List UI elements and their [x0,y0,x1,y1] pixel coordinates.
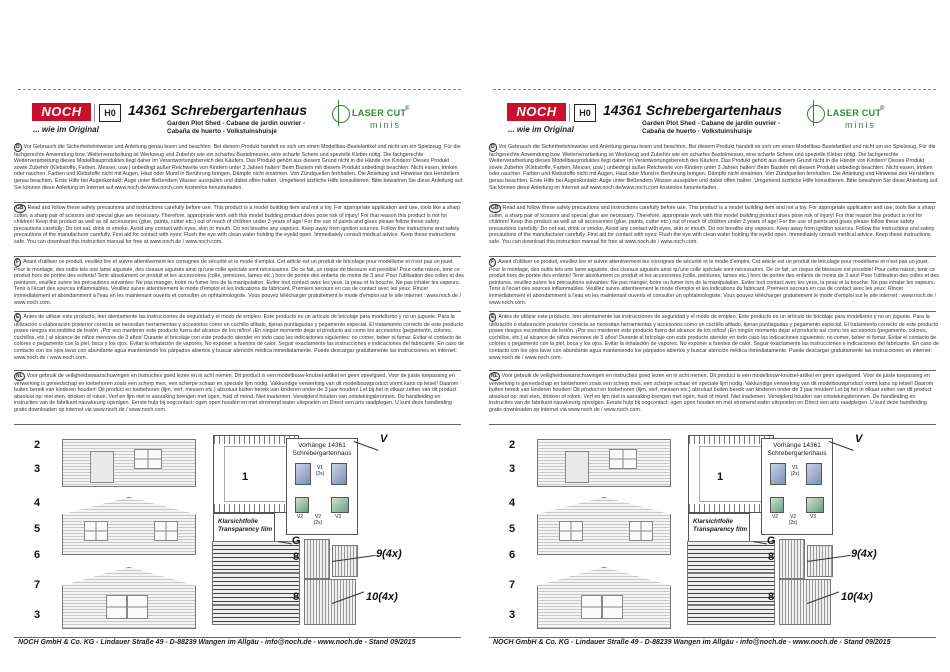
roof-part [687,605,775,625]
window-part [106,595,148,619]
window-part [134,449,162,469]
film-label-de: Klarsichtfolie [693,518,733,525]
count-text: (2x) [790,471,800,477]
part-number: 8 [768,591,775,603]
part-number: 5 [34,523,41,535]
part-number: 2 [34,439,41,451]
floor-part [304,539,330,579]
instruction-sheet-right [475,0,950,672]
window-part [581,595,623,619]
label-text: V2 [789,514,797,520]
window-part [84,521,108,541]
scale-badge: H0 [574,104,596,122]
label-text: V2 [296,514,304,520]
curtain-v1-label [313,465,327,477]
label-text: V1 [791,465,799,471]
parts-diagram [489,427,939,637]
roof-part [212,573,300,605]
roof-part [212,605,300,625]
divider [14,424,461,425]
instruction-gb [489,204,939,246]
frame-inner [224,446,288,502]
wall-part [62,439,196,487]
instruction-es [489,313,939,361]
registered-mark: ® [880,106,885,112]
window-part [609,449,637,469]
part-number: 1 [717,471,724,483]
footer-address: NOCH GmbH & Co. KG - Lindauer Straße 49 - D-88239 Wangen im Allgäu - info@noch.de - www.noch.de - Stand 09/2015 [18,639,416,646]
label-text: V2 [314,514,322,520]
part-number: 3 [34,463,41,475]
instruction-text: Read and follow these safety precautions and instructions carefully before use. This product is a model building item and not a toy. For appropriate application and use, tools like a sharp cutter, a sharp pair of scissors and special glue are necessary. Therefore, appropriate work with this model building product does pose risk of injury! For that reason this product is not for children! Keep this product as well as all accessories (glue, paints, cutter etc.) out of reach of children under 3 years of age! For the use of paints and glues please follow these safety precautions carefully: Do not eat, drink or smoke. Avoid any contact with eyes, skin or mouth. Do not breathe any vapours. Keep away from ignition sources. Follow the instructions and safety precautions of the manufacturer carefully. First aid for contact with eyes: Flush the eye with clean water holding the eyelid open. Immediately consult medical advice. Keep these instructions safe. You can download this instruction manual for free at www.noch.de / www.noch.com. [14,205,461,245]
noch-logo-text: NOCH [41,104,82,119]
fence-part [779,579,831,625]
part-number: 4 [509,497,516,509]
part-number: 6 [34,549,41,561]
scale-badge: H0 [99,104,121,122]
curtain-print-v2 [295,497,309,513]
curtain-print-v1 [770,463,786,485]
divider [489,256,936,257]
roof-part [212,541,300,573]
part-number: 7 [509,579,516,591]
curtain-sheet-title [762,442,832,458]
language-flag-icon: D [16,144,20,150]
film-label [218,518,272,533]
divider [489,424,936,425]
part-number: 2 [509,439,516,451]
film-label-de: Klarsichtfolie [218,518,258,525]
curtain-subtitle: Schrebergartenhaus [767,450,827,457]
part-number: 10(4x) [366,591,398,603]
instruction-text: Voor gebruik de veiligheidswaarschuwingen en instructies goed lezen en in acht nemen. Dit product is een modelbouw-knutsel-artikel en geen speelgoed. Voor de juiste toepassing en verwerking is gereedschap en toebehoren zoals een scherp mes, een scherpe schaar en speciale lijm nodig. Vakkundige verwerking van dit modelbouwproduct vormt kans op letsel! Daarom buiten bereik van kinderen houden! Dit product en toebehoren (lijm, verf, messen etc.) absoluut buiten bereik van kinderen onder de 3 jaar houden! Let bij het in elkaar zetten van dit product absoluut op: niet eten, drinken of roken. Verf en lijm niet in aanraking brengen met ogen, huid of mond. Niet inademen. Verwijderd houden van ontstekingsbronnen. De handleiding en instructies van de fabrikant nauwkeurig opvolgen. Eerste hulp bij oogcontact: ogen open houden en met stromend water uitspoelen en Direct een arts raadplegen. U kunt deze handleiding gratis downloaden op internet via www.noch.de / www.noch.com. [489,373,934,413]
door-part [565,451,589,483]
window-part [559,521,583,541]
part-number: G [767,535,776,547]
product-subtitle-line: Garden Plot Shed - Cabane de jardin ouvrier - [642,120,781,127]
film-label-en: Transparency film [693,525,748,533]
door-part [90,451,114,483]
curtain-print-v1 [295,463,311,485]
product-subtitle [642,120,780,135]
part-number: V [380,433,388,445]
instruction-text: Avant d'utiliser ce produit, veuillez lire et suivre attentivement les consignes de sécurité et le mode d'emploi. Cet article est un produit de bricolage pour modélisme et n'est pas un jouet. Pour le montage, des outils tels une lame aiguisée, des ciseaux aiguisés ainsi qu'une colle spéciale sont nécessaires. De ce fait, un risque de blessure est possible! Pour cette raison, tenir ce produit hors de portée des enfants! Tenir absolument ce produit et les accessoires (colle, peintures, lames etc.) hors de portée des enfants de moins de 3 ans! Pour l'utilisation des colles et des peintures, veuillez suivre les précautions suivantes: Ne pas manger, boire ou fumer lors de la manipulation. Eviter tout contact avec les yeux, la peau et la bouche. Ne pas inhaler les vapeurs. Tenir à l'écart des sources inflammables. Veuillez suivre attentivement le mode d'emploi et les indications du fabricant. Premiers secours en cas de contact avec les yeux: Rincer immédiatement et abondamment à l'eau en les maintenant ouverts et consulter un ophtalmologiste. Vous pouvez télécharger gratuitement le mode d'emploi sur le site internet : www.noch.de / www.noch.com. [14,259,464,306]
divider [489,311,936,312]
curtain-v2-count [786,514,800,526]
curtain-v3-label [331,514,345,520]
curtain-v1-label [788,465,802,477]
footer-rule [14,637,461,638]
instruction-de [489,143,939,191]
count-text: (2x) [788,520,798,526]
curtain-title: Vorhänge 14361 [298,442,346,449]
curtain-print-v3 [806,497,824,513]
language-flag-icon: E [491,314,495,320]
instruction-es [14,313,464,361]
laser-crosshair-icon [807,105,825,123]
language-flag-icon: D [491,144,495,150]
instruction-nl [489,372,939,414]
curtain-subtitle: Schrebergartenhaus [292,450,352,457]
product-line-logo: LASER CUT [827,108,882,118]
count-text: (2x) [315,471,325,477]
parts-diagram [14,427,464,637]
curtain-sheet-title [287,442,357,458]
curtain-sheet [761,438,833,535]
noch-logo [32,103,91,121]
instruction-text: Antes de utilizar este producto, leer atentamente las instrucciones de seguridad y el modo de empleo. Este producto es un artículo de bricolaje para modelismo y no un juguete. Para la utilización o elaboración posterior correcta se necesitan herramientas y accesorios como un cuchillo afilado, tijeras puntiagudas y pegamento especial. El tratamiento correcto de este producto posee riesgos escondidos de lesión. ¡Por eso mantener este producto fuera del alcance de los niños! ¡En ningún momento dejar el producto así como los accesorios (pegamento, colores, cuchillos, etc.) al alcance de niños menores de 3 años! Durante el bricolaje con este producto atender en todo caso las indicaciones siguientes: no comer, beber ni fumar. Evitar el contacto de colores o pegamento con la piel, boca y los ojos. Evitar la inhalación de vapores. No exponer a fuentes de calor. Seguir exactamente las instrucciones e indicaciones del fabricante. En caso de contacto con los ojos lavar con abundante agua manteniendo los párpados abiertos y buscar atención médica inmediatamente. Puede descargar gratuitamente las instrucciones en internet: www.noch.de / www.noch.com. [14,314,464,361]
language-flag-icon: GB [16,205,24,211]
laser-crosshair-icon [332,105,350,123]
product-subtitle [167,120,305,135]
divider [489,202,936,203]
instruction-gb [14,204,464,246]
instruction-text: Vor Gebrauch die Sicherheitshinweise und Anleitung genau lesen und beachten. Bei diesem Produkt handelt es sich um einen Modellbau-Bastelartikel und nicht um ein Spielzeug. Für die fachgerechte Anwendung bzw. Weiterverarbeitung ist Werkzeug und Zubehör wie ein scharfes Bastelmesser, eine scharfe Schere und spezielle Kleber nötig. Die fachgerechte Weiterverarbeitung dieses Modellbauproduktes liegt daher im Verantwortungsbereich des Käufers. Das Produkt gehört aus diesem Grund nicht in die Hände von Kindern! Dieses Produkt sowie Zubehör (Klebstoffe, Farben, Messer, usw.) unbedingt außer Reichweite von Kindern unter 3 Jahren halten! Beim Basteln mit diesem Produkt unbedingt beachten: Nicht essen, trinken oder rauchen. Farben und Klebstoffe nicht mit Augen, Haut oder Mund in Berührung bringen. Dämpfe nicht einatmen. Von Zündquellen fernhalten. Die Anleitung und Hinweise des Herstellers genau beachten. Erste Hilfe bei Augenkontakt: Auge unter fließendem Wasser ausspülen und dabei offen halten. Umgehend ärztliche Hilfe konsultieren. Bitte bewahren Sie diese Anleitung auf. Sie können diese Anleitung im Internet auf www.noch.de/www.noch.com kostenlos herunterladen. [14,144,464,191]
curtain-sheet [286,438,358,535]
product-title: 14361 Schrebergartenhaus [603,102,782,118]
divider [14,311,461,312]
product-line-logo: LASER CUT [352,108,407,118]
instruction-text: Voor gebruik de veiligheidswaarschuwingen en instructies goed lezen en in acht nemen. Dit product is een modelbouw-knutsel-artikel en geen speelgoed. Voor de juiste toepassing en verwerking is gereedschap en toebehoren zoals een scherp mes, een scherpe schaar en speciale lijm nodig. Vakkundige verwerking van dit modelbouwproduct vormt kans op letsel! Daarom buiten bereik van kinderen houden! Dit product en toebehoren (lijm, verf, messen etc.) absoluut buiten bereik van kinderen onder de 3 jaar houden! Let bij het in elkaar zetten van dit product absoluut op: niet eten, drinken of roken. Verf en lijm niet in aanraking brengen met ogen, huid of mond. Niet inademen. Verwijderd houden van ontstekingsbronnen. De handleiding en instructies van de fabrikant nauwkeurig opvolgen. Eerste hulp bij oogcontact: ogen open houden en met stromend water uitspoelen en Direct een arts raadplegen. U kunt deze handleiding gratis downloaden op internet via www.noch.de / www.noch.com. [14,373,459,413]
product-title: 14361 Schrebergartenhaus [128,102,307,118]
label-text: V3 [809,514,817,520]
count-text: (2x) [313,520,323,526]
noch-logo [507,103,566,121]
product-subtitle-line: Cabaña de huerto - Volkstuinshuisje [642,127,752,135]
product-line-sub: minis [845,120,877,130]
frame-inner [699,446,763,502]
divider [14,202,461,203]
instruction-de [14,143,464,191]
footer-rule [489,637,936,638]
language-flag-icon: NL [491,373,498,379]
curtain-title: Vorhänge 14361 [773,442,821,449]
instruction-text: Read and follow these safety precautions and instructions carefully before use. This product is a model building item and not a toy. For appropriate application and use, tools like a sharp cutter, a sharp pair of scissors and special glue are necessary. Therefore, appropriate work with this model building product does pose risk of injury! For that reason this product is not for children! Keep this product as well as all accessories (glue, paints, cutter etc.) out of reach of children under 3 years of age! For the use of paints and glues please follow these safety precautions carefully: Do not eat, drink or smoke. Avoid any contact with eyes, skin or mouth. Do not breathe any vapours. Keep away from ignition sources. Follow the instructions and safety precautions of the manufacturer carefully. First aid for contact with eyes: Flush the eye with clean water holding the eyelid open. Immediately consult medical advice. Keep these instructions safe. You can download this instruction manual for free at www.noch.de / www.noch.com. [489,205,936,245]
floor-part [779,539,805,579]
instruction-text: Antes de utilizar este producto, leer atentamente las instrucciones de seguridad y el modo de empleo. Este producto es un artículo de bricolaje para modelismo y no un juguete. Para la utilización o elaboración posterior correcta se necesitan herramientas y accesorios como un cuchillo afilado, tijeras puntiagudas y pegamento especial. El tratamiento correcto de este producto posee riesgos escondidos de lesión. ¡Por eso mantener este producto fuera del alcance de los niños! ¡En ningún momento dejar el producto así como los accesorios (pegamento, colores, cuchillos, etc.) al alcance de niños menores de 3 años! Durante el bricolaje con este producto atender en todo caso las indicaciones siguientes: no comer, beber ni fumar. Evitar el contacto de colores o pegamento con la piel, boca y los ojos. Evitar la inhalación de vapores. No exponer a fuentes de calor. Seguir exactamente las instrucciones e indicaciones del fabricante. En caso de contacto con los ojos lavar con abundante agua manteniendo los párpados abiertos y buscar atención médica inmediatamente. Puede descargar gratuitamente las instrucciones en internet: www.noch.de / www.noch.com. [489,314,939,361]
part-number: 8 [768,551,775,563]
part-number: 3 [509,463,516,475]
curtain-print-v1 [806,463,822,485]
film-label [693,518,747,533]
curtain-v2-label [768,514,782,520]
part-number: 9(4x) [376,548,402,560]
part-number: 8 [293,551,300,563]
label-text: V2 [771,514,779,520]
brand-slogan: ... wie im Original [33,125,99,134]
instruction-nl [14,372,464,414]
part-number: 9(4x) [851,548,877,560]
footer-address: NOCH GmbH & Co. KG - Lindauer Straße 49 - D-88239 Wangen im Allgäu - info@noch.de - www.noch.de - Stand 09/2015 [493,639,891,646]
product-subtitle-line: Garden Plot Shed - Cabane de jardin ouvrier - [167,120,306,127]
part-number: 3 [509,609,516,621]
curtain-print-v1 [331,463,347,485]
fence-part [304,579,356,625]
divider [14,256,461,257]
registered-mark: ® [405,106,410,112]
part-number: 8 [293,591,300,603]
instruction-text: Avant d'utiliser ce produit, veuillez lire et suivre attentivement les consignes de sécurité et le mode d'emploi. Cet article est un produit de bricolage pour modélisme et n'est pas un jouet. Pour le montage, des outils tels une lame aiguisée, des ciseaux aiguisés ainsi qu'une colle spéciale sont nécessaires. De ce fait, un risque de blessure est possible! Pour cette raison, tenir ce produit hors de portée des enfants! Tenir absolument ce produit et les accessoires (colle, peintures, lames etc.) hors de portée des enfants de moins de 3 ans! Pour l'utilisation des colles et des peintures, veuillez suivre les précautions suivantes: Ne pas manger, boire ou fumer lors de la manipulation. Eviter tout contact avec les yeux, la peau et la bouche. Ne pas inhaler les vapeurs. Tenir à l'écart des sources inflammables. Veuillez suivre attentivement le mode d'emploi et les indications du fabricant. Premiers secours en cas de contact avec les yeux: Rincer immédiatement et abondamment à l'eau en les maintenant ouverts et consulter un ophtalmologiste. Vous pouvez télécharger gratuitement le mode d'emploi sur le site internet : www.noch.de / www.noch.com. [489,259,939,306]
roof-part [687,573,775,605]
label-text: V3 [334,514,342,520]
language-flag-icon: F [16,259,20,265]
instruction-fr [489,258,939,306]
cut-line [493,89,936,90]
language-flag-icon: E [16,314,20,320]
brand-slogan: ... wie im Original [508,125,574,134]
part-number: 6 [509,549,516,561]
product-subtitle-line: Cabaña de huerto - Volkstuinshuisje [167,127,277,135]
part-number: 1 [242,471,249,483]
part-number: V [855,433,863,445]
roof-part [687,541,775,573]
language-flag-icon: NL [16,373,23,379]
noch-logo-text: NOCH [516,104,557,119]
part-number: 4 [34,497,41,509]
language-flag-icon: F [491,259,495,265]
part-number: G [292,535,301,547]
instruction-text: Vor Gebrauch die Sicherheitshinweise und Anleitung genau lesen und beachten. Bei diesem Produkt handelt es sich um einen Modellbau-Bastelartikel und nicht um ein Spielzeug. Für die fachgerechte Anwendung bzw. Weiterverarbeitung ist Werkzeug und Zubehör wie ein scharfes Bastelmesser, eine scharfe Schere und spezielle Kleber nötig. Die fachgerechte Weiterverarbeitung dieses Modellbauproduktes liegt daher im Verantwortungsbereich des Käufers. Das Produkt gehört aus diesem Grund nicht in die Hände von Kindern! Dieses Produkt sowie Zubehör (Klebstoffe, Farben, Messer, usw.) unbedingt außer Reichweite von Kindern unter 3 Jahren halten! Beim Basteln mit diesem Produkt unbedingt beachten: Nicht essen, trinken oder rauchen. Farben und Klebstoffe nicht mit Augen, Haut oder Mund in Berührung bringen. Dämpfe nicht einatmen. Von Zündquellen fernhalten. Die Anleitung und Hinweise des Herstellers genau beachten. Erste Hilfe bei Augenkontakt: Auge unter fließendem Wasser ausspülen und dabei offen halten. Umgehend ärztliche Hilfe konsultieren. Bitte bewahren Sie diese Anleitung auf. Sie können diese Anleitung im Internet auf www.noch.de/www.noch.com kostenlos herunterladen. [489,144,939,191]
product-line-sub: minis [370,120,402,130]
curtain-v2-label [293,514,307,520]
language-flag-icon: GB [491,205,499,211]
curtain-print-v3 [331,497,349,513]
divider [489,370,936,371]
window-part [154,521,178,541]
film-label-en: Transparency film [218,525,273,533]
part-number: 5 [509,523,516,535]
divider [14,370,461,371]
curtain-print-v2 [770,497,784,513]
part-number: 7 [34,579,41,591]
part-number: 10(4x) [841,591,873,603]
cut-line [18,89,461,90]
instruction-fr [14,258,464,306]
label-text: V1 [316,465,324,471]
wall-part [537,439,671,487]
window-part [629,521,653,541]
part-number: 3 [34,609,41,621]
curtain-v2-count [311,514,325,526]
curtain-v3-label [806,514,820,520]
